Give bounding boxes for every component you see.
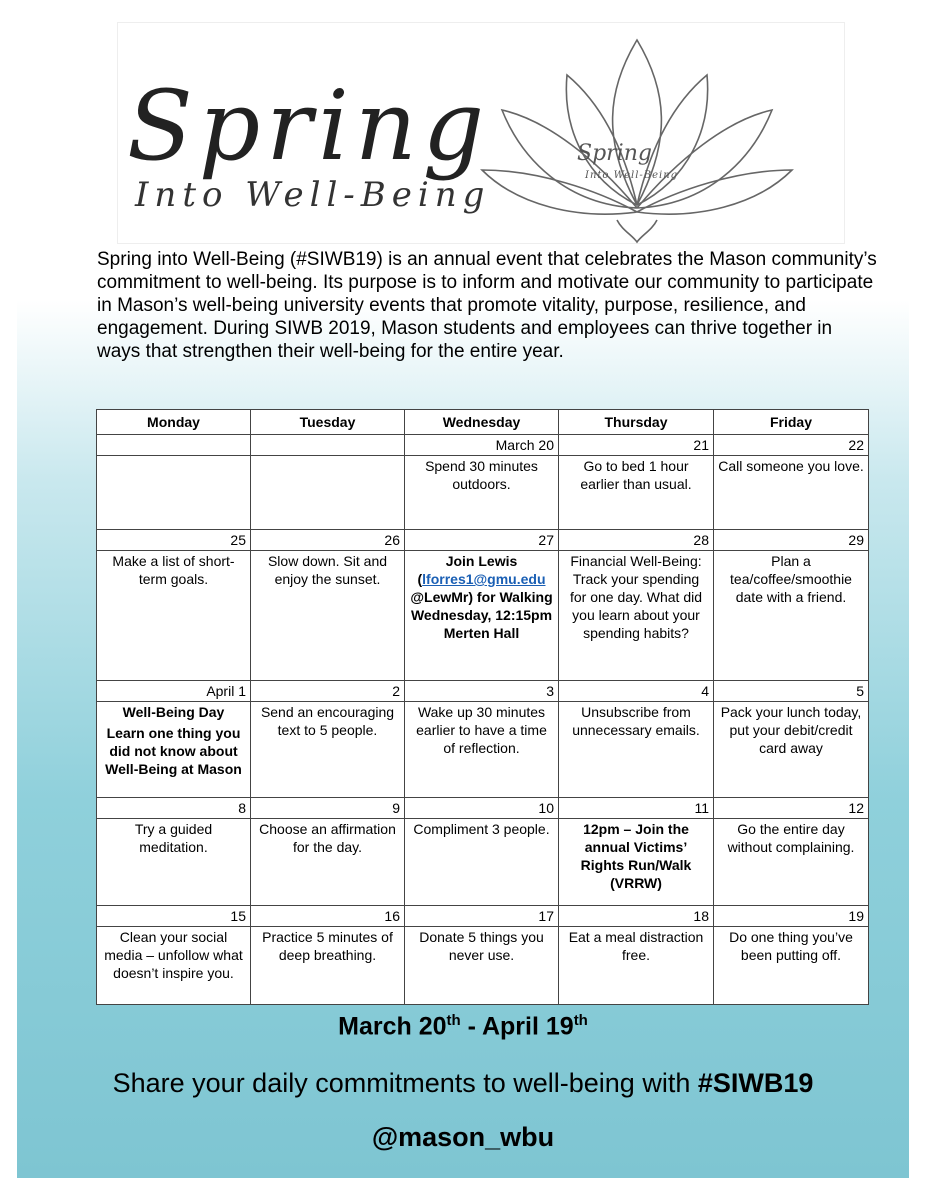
activity-cell: Spend 30 minutes outdoors.	[405, 456, 559, 530]
share-line	[17, 1068, 909, 1099]
activity-cell: Financial Well-Being: Track your spending for one day. What did you learn about your spending habits?	[559, 551, 714, 681]
date-cell: 21	[559, 435, 714, 456]
well-being-day-title: Well-Being Day	[122, 704, 225, 720]
date-cell: 18	[559, 906, 714, 927]
date-cell: 29	[714, 530, 869, 551]
activity-cell	[251, 456, 405, 530]
activity-row	[97, 551, 869, 681]
activity-cell: Choose an affirmation for the day.	[251, 819, 405, 906]
dates-start: March 20	[338, 1012, 447, 1041]
date-cell: 26	[251, 530, 405, 551]
activity-cell: Eat a meal distraction free.	[559, 927, 714, 1005]
date-cell: 27	[405, 530, 559, 551]
date-cell: 16	[251, 906, 405, 927]
date-cell: April 1	[97, 681, 251, 702]
header-thursday: Thursday	[559, 410, 714, 435]
date-cell: 9	[251, 798, 405, 819]
activity-cell: Send an encouraging text to 5 people.	[251, 702, 405, 798]
activity-cell: Donate 5 things you never use.	[405, 927, 559, 1005]
date-cell: 8	[97, 798, 251, 819]
activity-cell: Practice 5 minutes of deep breathing.	[251, 927, 405, 1005]
logo-title: Spring	[127, 70, 491, 182]
walking-wednesday-cell	[405, 551, 559, 681]
activity-cell: Go to bed 1 hour earlier than usual.	[559, 456, 714, 530]
date-cell: 11	[559, 798, 714, 819]
dates-end-suffix: th	[573, 1012, 588, 1029]
activity-cell: Try a guided meditation.	[97, 819, 251, 906]
poster	[17, 0, 909, 1178]
activity-cell: Compliment 3 people.	[405, 819, 559, 906]
calendar-header-row	[97, 410, 869, 435]
date-cell: 12	[714, 798, 869, 819]
date-cell	[97, 435, 251, 456]
date-cell: 5	[714, 681, 869, 702]
date-cell: 15	[97, 906, 251, 927]
lotus-icon	[477, 30, 797, 245]
date-cell: 10	[405, 798, 559, 819]
date-cell: 4	[559, 681, 714, 702]
activity-row	[97, 819, 869, 906]
header-monday: Monday	[97, 410, 251, 435]
activity-cell	[97, 456, 251, 530]
well-being-day-body: Learn one thing you did not know about Well-Being at Mason	[105, 725, 242, 777]
date-cell: 19	[714, 906, 869, 927]
lotus-mini-subtitle: Into Well-Being	[585, 170, 679, 181]
activity-row	[97, 702, 869, 798]
event-dates	[17, 1012, 909, 1041]
date-row	[97, 798, 869, 819]
well-being-day-cell	[97, 702, 251, 798]
activity-cell: Make a list of short-term goals.	[97, 551, 251, 681]
activity-cell: Wake up 30 minutes earlier to have a time of reflection.	[405, 702, 559, 798]
date-cell: 3	[405, 681, 559, 702]
date-row	[97, 435, 869, 456]
activity-cell: Go the entire day without complaining.	[714, 819, 869, 906]
activity-cell: Slow down. Sit and enjoy the sunset.	[251, 551, 405, 681]
dates-start-suffix: th	[446, 1012, 461, 1029]
header-wednesday: Wednesday	[405, 410, 559, 435]
header-friday: Friday	[714, 410, 869, 435]
date-cell: 2	[251, 681, 405, 702]
header-tuesday: Tuesday	[251, 410, 405, 435]
calendar-table	[96, 409, 869, 1005]
date-cell	[251, 435, 405, 456]
activity-cell: Unsubscribe from unnecessary emails.	[559, 702, 714, 798]
date-row	[97, 530, 869, 551]
activity-cell: Pack your lunch today, put your debit/credit card away	[714, 702, 869, 798]
dates-end: - April 19	[460, 1012, 574, 1041]
intro-paragraph: Spring into Well-Being (#SIWB19) is an annual event that celebrates the Mason community’s commitment to well-being. Its purpose is to inform and motivate our community to participate in Mason’s well-being university events that promote vitality, purpose, resilience, and engagement. During SIWB 2019, Mason students and employees can thrive together in ways that strengthen their well-being for the entire year.	[97, 249, 877, 362]
activity-cell: Do one thing you’ve been putting off.	[714, 927, 869, 1005]
activity-cell: Plan a tea/coffee/smoothie date with a friend.	[714, 551, 869, 681]
activity-row	[97, 456, 869, 530]
date-row	[97, 681, 869, 702]
date-cell: March 20	[405, 435, 559, 456]
logo-subtitle: Into Well-Being	[135, 175, 491, 215]
walking-wednesday-details: @LewMr) for Walking Wednesday, 12:15pm Merten Hall	[410, 589, 553, 641]
lotus-mini-title: Spring	[577, 141, 652, 166]
date-row	[97, 906, 869, 927]
activity-row	[97, 927, 869, 1005]
date-cell: 28	[559, 530, 714, 551]
date-cell: 25	[97, 530, 251, 551]
activity-cell: Call someone you love.	[714, 456, 869, 530]
activity-cell: Clean your social media – unfollow what doesn’t inspire you.	[97, 927, 251, 1005]
email-link[interactable]: lforres1@gmu.edu	[422, 571, 546, 587]
share-text: Share your daily commitments to well-being with	[112, 1068, 698, 1098]
walking-wednesday-text: Join Lewis (	[417, 553, 518, 587]
social-handle: @mason_wbu	[371, 1122, 555, 1152]
activity-cell: 12pm – Join the annual Victims’ Rights Run/Walk (VRRW)	[559, 819, 714, 906]
date-cell: 22	[714, 435, 869, 456]
date-cell: 17	[405, 906, 559, 927]
hashtag: #SIWB19	[697, 1068, 814, 1098]
